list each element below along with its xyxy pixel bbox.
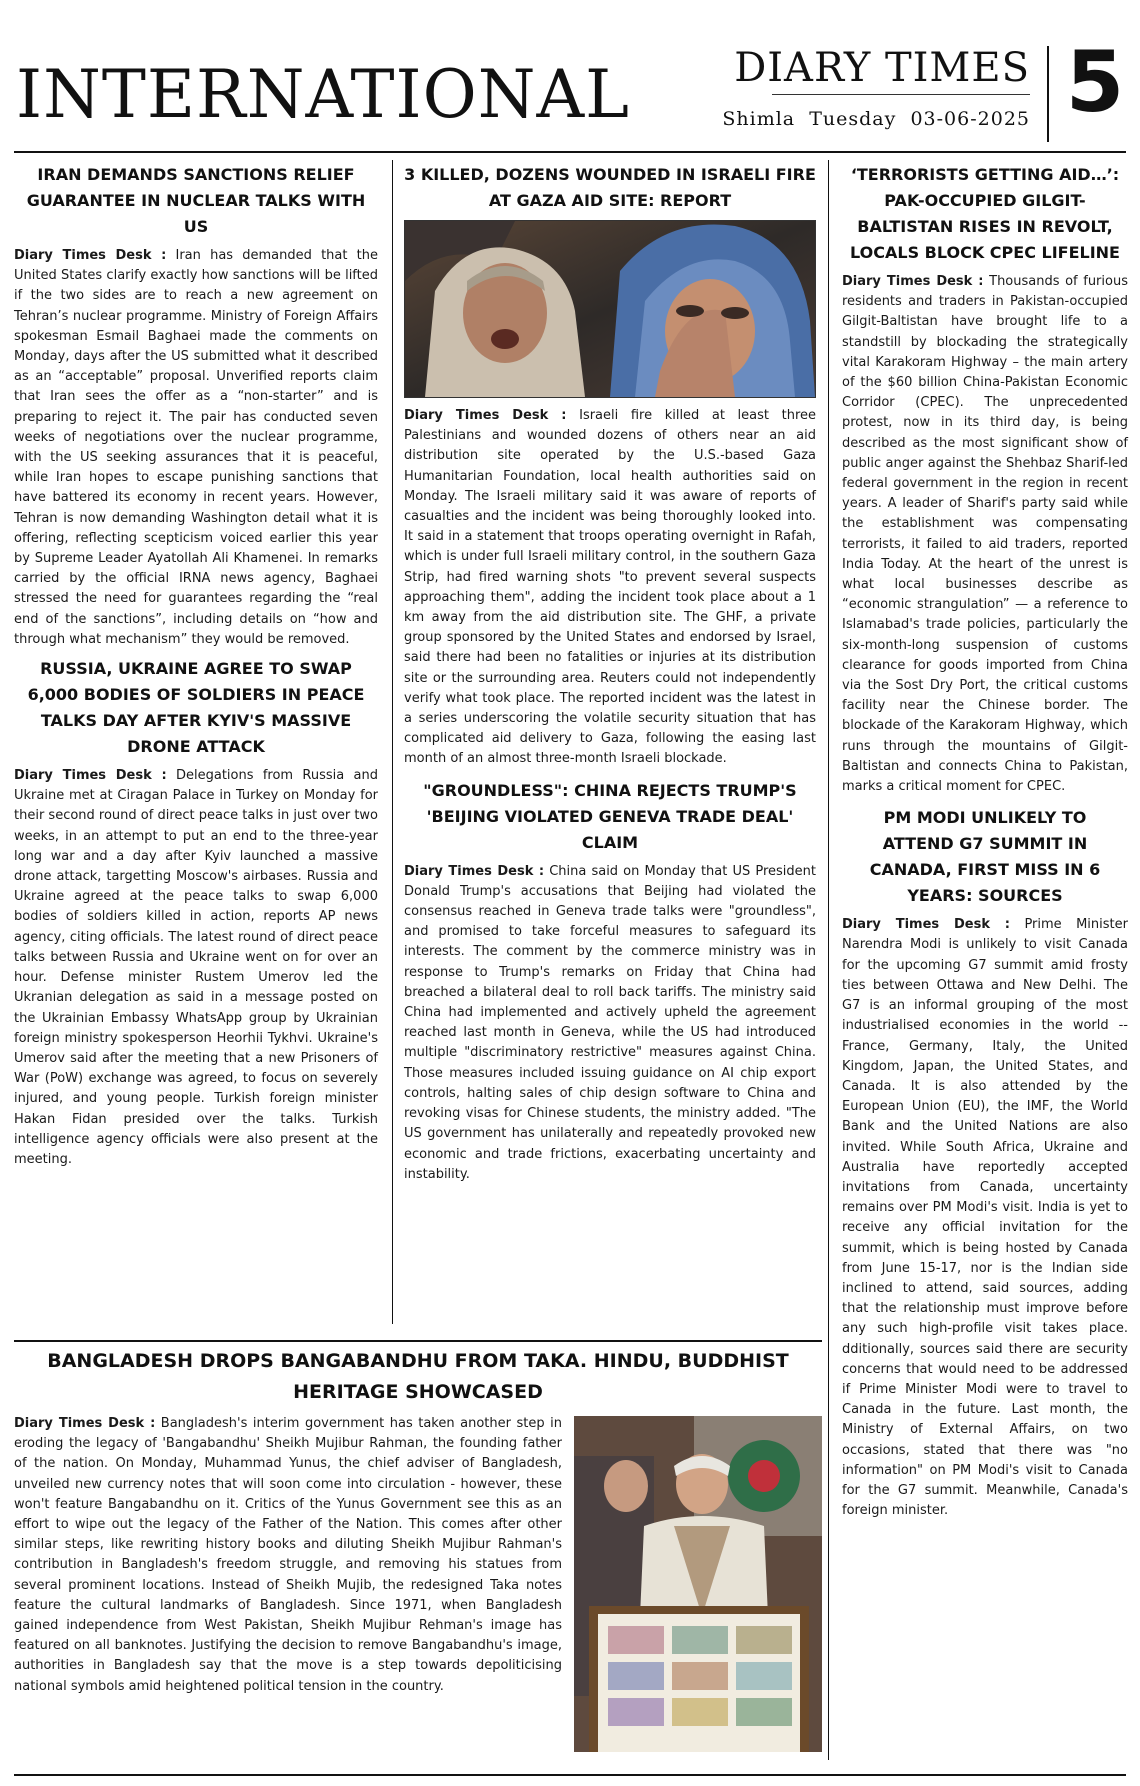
headline-iran: IRAN DEMANDS SANCTIONS RELIEF GUARANTEE IN NUCLEAR TALKS WITH US (26, 165, 366, 236)
byline: Diary Times Desk : (404, 408, 567, 423)
article-body-gaza (404, 406, 816, 770)
body-text: China said on Monday that US President Donald Trump's accusations that Beijing had violated the consensus reached in Geneva trade talks were "groundless", and promised to take forceful measures to safeguard its interests. The comment by the commerce ministry was in response to Trump's remarks on Friday that China had breached a bilateral deal to roll back tariffs. The ministry said China had implemented and actively upheld the agreement reached last month in Geneva, while the US had introduced multiple "discriminatory restrictive" measures against China. Those measures included issuing guidance on AI chip export controls, halting sales of chip design software to China and revoking visas for Chinese students, the ministry added. "The US government has unilaterally and repeatedly provoked new economic and trade frictions, exacerbating uncertainty and instability. (404, 863, 816, 1182)
masthead (0, 0, 1140, 148)
page-number: 5 (1065, 33, 1125, 131)
article-body-pok (842, 272, 1128, 797)
article-iran (14, 162, 378, 650)
column-divider-left (392, 160, 393, 1324)
body-text: Prime Minister Narendra Modi is unlikely to visit Canada for the upcoming G7 summit amid frosty ties between Ottawa and New Delhi. The G7 is an informal grouping of the most industrialised economies in the world -- France, Germany, Italy, the United Kingdom, Japan, the United States, and Canada. It is also attended by the European Union (EU), the IMF, the World Bank and the United Nations are also invited. While South Africa, Ukraine and Australia have reportedly accepted invitations from Canada, uncertainty remains over PM Modi's visit. India is yet to receive any official invitation for the summit, which is being hosted by Canada from June 15-17, nor is the Indian side inclined to attend, said sources, adding that the relationship must improve before any such high-profile visit takes place. dditionally, sources said there are security concerns that would need to be addressed if Prime Minister Modi were to travel to Canada in the future. Last month, the Ministry of External Affairs, on two occasions, stated that there was "no information" on PM Modi's visit to Canada for the G7 summit. Meanwhile, Canada's foreign minister. (842, 917, 1128, 1519)
body-text: Israeli fire killed at least three Palestinians and wounded dozens of others near an aid distribution site operated by the U.S.-based Gaza Humanitarian Foundation, local health authorities said on Monday. The Israeli military said it was aware of reports of casualties and the incident was being thoroughly looked into. It said in a statement that troops operating overnight in Rafah, which is under full Israeli military control, in the southern Gaza Strip, had fired warning shots "to prevent several suspects approaching them", adding the incident took place about a 1 km away from the aid distribution site. The GHF, a private group sponsored by the United States and endorsed by Israel, said there had been no fatalities or injuries at its distribution site or the surrounding area. Reuters could not independently verify what took place. The reported incident was the latest in a series underscoring the volatile security situation that has complicated aid delivery to Gaza, following the easing last month of an almost three-month Israeli blockade. (404, 408, 816, 767)
byline: Diary Times Desk : (14, 768, 167, 784)
masthead-rule (772, 94, 1030, 95)
article-bangladesh (14, 1346, 822, 1752)
masthead-bottom-rule (14, 151, 1126, 153)
photo-yunus-currency (574, 1416, 822, 1752)
dateline (722, 108, 1030, 130)
body-text: Bangladesh's interim government has taken another step in eroding the legacy of 'Bangabandhu' Sheikh Mujibur Rahman, the founding father of the nation. On Monday, Muhammad Yunus, the chief adviser of Bangladesh, unveiled new currency notes that will soon come into circulation - however, these won't feature Bangabandhu on it. Critics of the Yunus Government see this as an effort to wipe out the legacy of the Father of the Nation. This comes after other similar steps, like rewriting history books and diluting Sheikh Mujibur Rahman's contribution in Bangladesh's freedom struggle, and removing his statues from several prominent locations. Instead of Sheikh Mujib, the redesigned Taka notes feature the cultural landmarks of Bangladesh. Since 1971, when Bangladesh gained independence from West Pakistan, Sheikh Mujibur Rehman's image has featured on all banknotes. Justifying the decision to remove Bangabandhu's image, authorities in Bangladesh say that the move is a step towards depoliticising national symbols amid heightened political tension in the country. (14, 1416, 562, 1694)
column-divider-right (828, 160, 829, 1760)
headline-modi: PM MODI UNLIKELY TO ATTEND G7 SUMMIT IN CANADA, FIRST MISS IN 6 YEARS: SOURCES (869, 808, 1101, 906)
dateline-day: Tuesday (809, 108, 897, 130)
headline-china: "GROUNDLESS": CHINA REJECTS TRUMP'S 'BEIJING VIOLATED GENEVA TRADE DEAL' CLAIM (423, 780, 797, 852)
body-text: Iran has demanded that the United States clarify exactly how sanctions will be lifted if the two sides are to reach a new agreement on Tehran’s nuclear programme. Ministry of Foreign Affairs spokesman Esmail Baghaei made the comments on Monday, days after the US submitted what it described as an “acceptable” proposal. Unverified reports claim that Iran sees the offer as a “non-starter” and is preparing to reject it. The pair has conducted seven weeks of negotiations over the nuclear programme, with the US seeking assurances that it is peaceful, while Iran hopes to escape punishing sanctions that have battered its economy in recent years. However, Tehran is now demanding Washington detail what it is offering, reflecting scepticism voiced earlier this year by Supreme Leader Ayatollah Ali Khamenei. In remarks carried by the official IRNA news agency, Baghaei stressed the need for guarantees regarding the “real end of the sanctions”, including details on “how and through what mechanism” they would be removed. (14, 248, 378, 647)
newspaper-name: DIARY TIMES (734, 45, 1030, 91)
byline: Diary Times Desk : (842, 917, 1010, 933)
body-text: Delegations from Russia and Ukraine met at Ciragan Palace in Turkey on Monday for their second round of direct peace talks in just over two weeks, in an attempt to put an end to the three-year long war and a day after Kyiv launched a massive drone attack, targetting Moscow's airbases. Russia and Ukraine agreed at the peace talks to swap 6,000 bodies of soldiers killed in action, reports AP news agency, citing officials. The latest round of direct peace talks between Russia and Ukraine went on for over an hour. Defense minister Rustem Umerov led the Ukranian delegation as said in a message posted on the Ukrainian Embassy WhatsApp group by Ukrainian foreign ministry spokesperson Heorhii Tykhvi. Ukraine's Umerov said after the meeting that a new Prisoners of War (PoW) exchange was agreed, to focus on severely injured, and young people. Turkish foreign minister Hakan Fidan presided over the talks. Turkish intelligence agency officials were also present at the meeting. (14, 768, 378, 1167)
section-title: INTERNATIONAL (16, 56, 630, 133)
article-pok (842, 162, 1128, 797)
article-gaza (404, 162, 816, 770)
article-body-china (404, 862, 816, 1185)
headline-bangladesh: BANGLADESH DROPS BANGABANDHU FROM TAKA. HINDU, BUDDHIST HERITAGE SHOWCASED (47, 1350, 789, 1403)
page-bottom-rule (14, 1774, 1126, 1776)
article-body-russia (14, 766, 378, 1170)
masthead-divider (1047, 46, 1049, 142)
dateline-city: Shimla (722, 108, 796, 130)
article-body-modi (842, 915, 1128, 1521)
article-russia (14, 656, 378, 1170)
right-column (842, 162, 1128, 1521)
middle-column (404, 162, 816, 1185)
article-modi (842, 805, 1128, 1521)
byline: Diary Times Desk : (14, 248, 167, 263)
article-body-iran (14, 246, 378, 650)
byline: Diary Times Desk : (842, 274, 984, 289)
body-text: Thousands of furious residents and traders in Pakistan-occupied Gilgit-Baltistan have brought life to a standstill by blockading the strategically vital Karakoram Highway – the main artery of the $60 billion China-Pakistan Economic Corridor (CPEC). The unprecedented protest, now in its third day, is being described as the most significant show of public anger against the Shehbaz Sharif-led federal government in the region in recent years. A leader of Sharif's party said while the establishment was compensating terrorists, it failed to aid traders, reported India Today. At the heart of the unrest is what local businesses describe as “economic strangulation” — a reference to Islamabad's trade policies, particularly the six-month-long suspension of customs clearance for goods imported from China via the Sost Dry Port, the critical customs facility near the Chinese border. The blockade of the Karakoram Highway, which runs through the mountains of Gilgit-Baltistan and connects China to Pakistan, marks a critical moment for CPEC. (842, 274, 1128, 795)
byline: Diary Times Desk : (404, 863, 545, 879)
byline: Diary Times Desk : (14, 1416, 156, 1431)
dateline-date: 03-06-2025 (910, 108, 1030, 130)
headline-pok: ‘TERRORISTS GETTING AID…’: PAK-OCCUPIED GILGIT-BALTISTAN RISES IN REVOLT, LOCALS BLOCK CPEC LIFELINE (850, 165, 1120, 262)
headline-russia: RUSSIA, UKRAINE AGREE TO SWAP 6,000 BODIES OF SOLDIERS IN PEACE TALKS DAY AFTER KYIV'S MASSIVE DRONE ATTACK (27, 659, 365, 757)
bottom-story-rule (14, 1340, 822, 1342)
left-column (14, 162, 378, 1170)
photo-gaza-mourners (404, 220, 816, 398)
headline-gaza: 3 KILLED, DOZENS WOUNDED IN ISRAELI FIRE AT GAZA AID SITE: REPORT (404, 165, 816, 210)
article-china (404, 778, 816, 1185)
